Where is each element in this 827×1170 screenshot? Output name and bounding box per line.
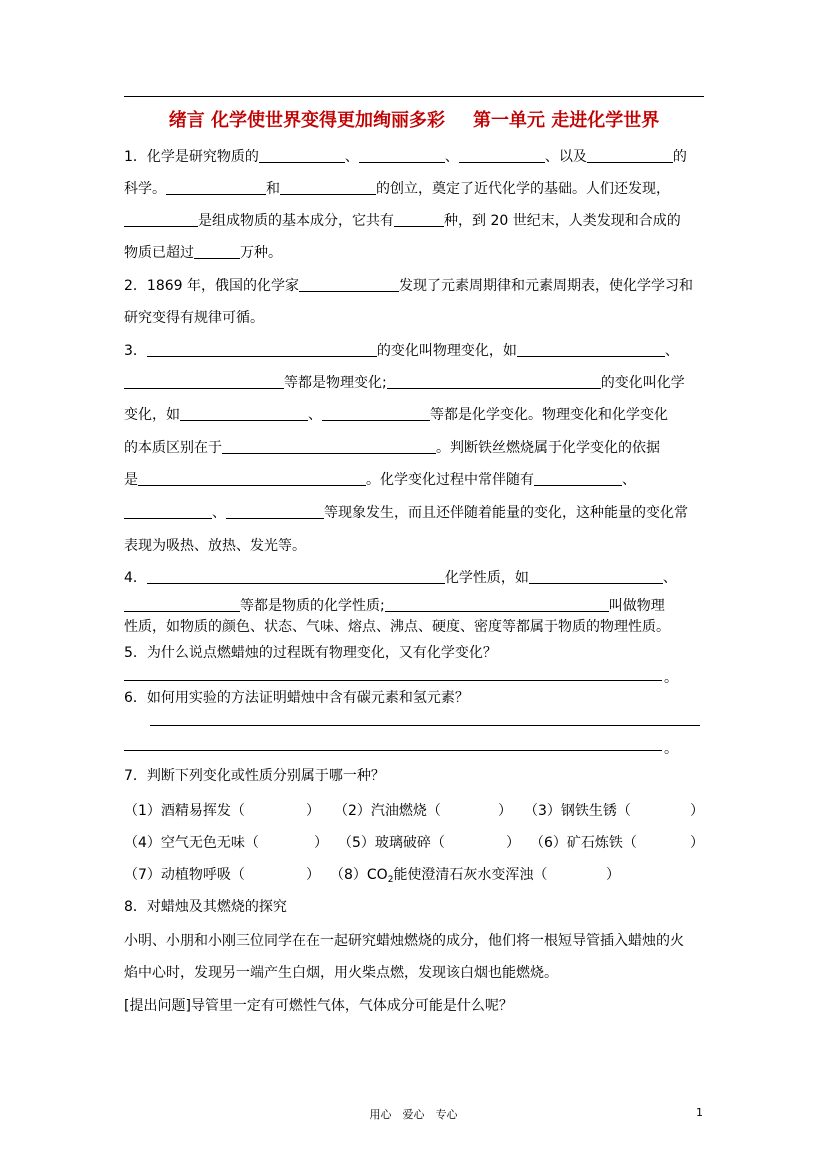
fill-blank[interactable] bbox=[226, 504, 324, 519]
q3-line-7: 表现为吸热、放热、发光等。 bbox=[124, 538, 306, 554]
fill-blank[interactable] bbox=[166, 180, 266, 195]
q2-line-1: 2．1869 年，俄国的化学家 发现了元素周期律和元素周期表，使化学学习和 bbox=[124, 278, 693, 294]
q5-end-mark: 。 bbox=[664, 670, 678, 686]
q1-line-3: 是组成物质的基本成分，它共有 种，到 20 世纪末，人类发现和合成的 bbox=[124, 212, 681, 230]
fill-blank[interactable] bbox=[387, 374, 601, 389]
fill-blank[interactable] bbox=[194, 244, 240, 259]
q1-line-1: 1．化学是研究物质的 、 、 、以及 的 bbox=[124, 149, 687, 165]
q7-item-5-close: ） bbox=[506, 835, 520, 851]
fill-blank[interactable] bbox=[534, 471, 622, 486]
q2-line-2: 研究变得有规律可循。 bbox=[124, 310, 264, 326]
fill-blank[interactable] bbox=[180, 406, 308, 421]
q7-item-4-close: ） bbox=[314, 835, 328, 851]
q4-line-3: 性质，如物质的颜色、状态、气味、熔点、沸点、硬度、密度等都属于物质的物理性质。 bbox=[124, 619, 670, 635]
q8-question: 8．对蜡烛及其燃烧的探究 bbox=[124, 899, 287, 915]
page-number: 1 bbox=[696, 1106, 703, 1119]
q7-item-4: （4）空气无色无味（ bbox=[124, 835, 259, 851]
q5-question: 5．为什么说点燃蜡烛的过程既有物理变化，又有化学变化？ bbox=[124, 645, 497, 661]
q6-answer-line-1[interactable] bbox=[150, 725, 700, 726]
header-rule bbox=[124, 96, 704, 97]
fill-blank[interactable] bbox=[222, 439, 436, 454]
fill-blank[interactable] bbox=[517, 342, 665, 357]
q7-item-3-close: ） bbox=[690, 803, 704, 819]
fill-blank[interactable] bbox=[385, 597, 609, 612]
q7-item-2: （2）汽油燃烧（ bbox=[334, 803, 441, 819]
q8-paragraph-3: [提出问题]导管里一定有可燃性气体，气体成分可能是什么呢？ bbox=[124, 998, 513, 1014]
q5-answer-line[interactable] bbox=[124, 680, 662, 681]
fill-blank[interactable] bbox=[138, 471, 366, 486]
q7-question: 7．判断下列变化或性质分别属于哪一种？ bbox=[124, 768, 385, 784]
q7-item-5: （5）玻璃破碎（ bbox=[338, 835, 445, 851]
q7-item-6-close: ） bbox=[690, 835, 704, 851]
q7-item-2-close: ） bbox=[498, 803, 512, 819]
title-right: 第一单元 走进化学世界 bbox=[473, 110, 660, 131]
q6-answer-line-2[interactable] bbox=[124, 750, 662, 751]
q4-line-2: 等都是物质的化学性质; 叫做物理 bbox=[124, 597, 665, 615]
q6-question: 6．如何用实验的方法证明蜡烛中含有碳元素和氢元素？ bbox=[124, 690, 469, 706]
q3-line-2: 等都是物理变化; 的变化叫化学 bbox=[124, 374, 685, 392]
q7-item-7: （7）动植物呼吸（ bbox=[124, 867, 245, 883]
q7-item-6: （6）矿石炼铁（ bbox=[530, 835, 637, 851]
q7-item-7-close: ） bbox=[306, 867, 320, 883]
fill-blank[interactable] bbox=[124, 374, 284, 389]
q1-line-4: 物质已超过 万种。 bbox=[124, 245, 282, 261]
fill-blank[interactable] bbox=[147, 569, 445, 584]
fill-blank[interactable] bbox=[124, 504, 212, 519]
q7-item-1-close: ） bbox=[306, 803, 320, 819]
fill-blank[interactable] bbox=[529, 569, 663, 584]
q3-line-3: 变化，如 、 等都是化学变化。物理变化和化学变化 bbox=[124, 407, 668, 423]
title-left: 绪言 化学使世界变得更加绚丽多彩 bbox=[168, 110, 445, 131]
page-footer: 用心 爱心 专心 bbox=[369, 1108, 458, 1121]
q7-item-8: $(8)CO_2$能使澄清石灰水变浑浊（ bbox=[330, 867, 548, 885]
q4-line-1: 4． 化学性质，如 、 bbox=[124, 570, 677, 586]
q1-line-2: 科学。 和 的创立，奠定了近代化学的基础。人们还发现， bbox=[124, 181, 670, 197]
q7-item-1: （1）酒精易挥发（ bbox=[124, 803, 245, 819]
q3-line-5: 是 。化学变化过程中常伴随有 、 bbox=[124, 472, 636, 488]
q8-paragraph-2: 焰中心时，发现另一端产生白烟，用火柴点燃，发现该白烟也能燃烧。 bbox=[124, 965, 558, 981]
fill-blank[interactable] bbox=[299, 277, 399, 292]
fill-blank[interactable] bbox=[394, 212, 444, 227]
fill-blank[interactable] bbox=[587, 148, 673, 163]
q8-paragraph-1: 小明、小朋和小刚三位同学在在一起研究蜡烛燃烧的成分，他们将一根短导管插入蜡烛的火 bbox=[124, 933, 684, 949]
q3-line-6: 、 等现象发生，而且还伴随着能量的变化，这种能量的变化常 bbox=[124, 504, 688, 522]
fill-blank[interactable] bbox=[322, 406, 430, 421]
fill-blank[interactable] bbox=[124, 597, 240, 612]
q3-line-1: 3． 的变化叫物理变化，如 、 bbox=[124, 343, 679, 359]
fill-blank[interactable] bbox=[280, 180, 376, 195]
q3-line-4: 的本质区别在于 。判断铁丝燃烧属于化学变化的依据 bbox=[124, 440, 660, 456]
fill-blank[interactable] bbox=[259, 148, 345, 163]
fill-blank[interactable] bbox=[459, 148, 545, 163]
q7-item-8-close: ） bbox=[606, 867, 620, 883]
q6-end-mark: 。 bbox=[664, 741, 678, 757]
fill-blank[interactable] bbox=[359, 148, 445, 163]
page-title bbox=[124, 106, 704, 132]
fill-blank[interactable] bbox=[124, 212, 198, 227]
q7-item-3: （3）钢铁生锈（ bbox=[524, 803, 631, 819]
fill-blank[interactable] bbox=[147, 342, 377, 357]
